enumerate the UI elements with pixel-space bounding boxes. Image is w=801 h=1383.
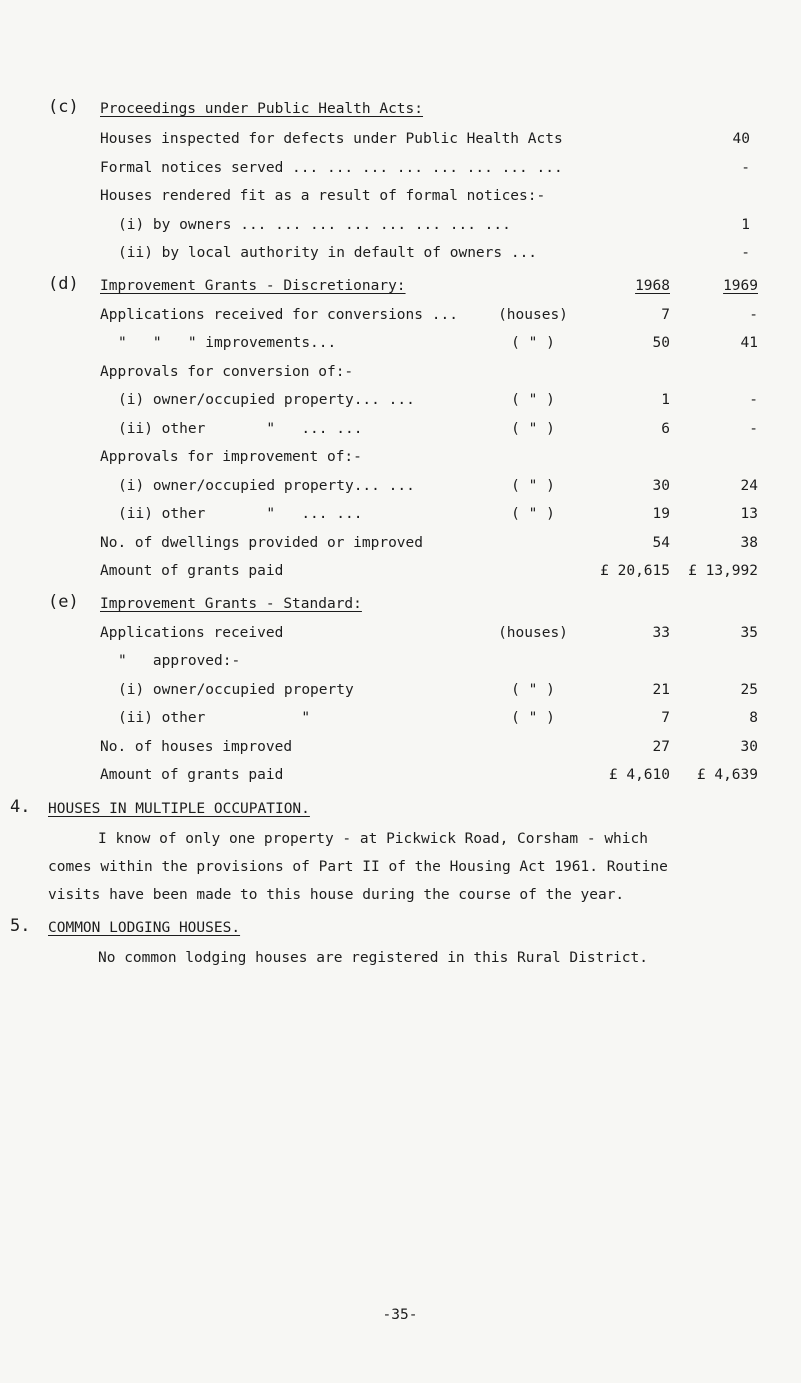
value-1969: - bbox=[749, 421, 758, 437]
row-unit: ( " ) bbox=[511, 335, 555, 351]
row-value: - bbox=[741, 245, 750, 261]
value-1969: £ 13,992 bbox=[688, 563, 758, 579]
row-unit: ( " ) bbox=[511, 506, 555, 522]
row-value: 40 bbox=[732, 131, 750, 147]
row-unit: ( " ) bbox=[511, 421, 555, 437]
value-1968: 6 bbox=[661, 421, 670, 437]
value-1968: 1 bbox=[661, 392, 670, 408]
value-1968: £ 20,615 bbox=[600, 563, 670, 579]
value-1969: £ 4,639 bbox=[696, 767, 758, 783]
paragraph-line: No common lodging houses are registered in this Rural District. bbox=[98, 950, 648, 966]
section-d-heading: Improvement Grants - Discretionary: bbox=[100, 278, 406, 294]
row-label: Applications received bbox=[100, 625, 284, 641]
page-number: -35- bbox=[382, 1307, 418, 1323]
section-5-heading: COMMON LODGING HOUSES. bbox=[48, 920, 241, 936]
value-1969: 38 bbox=[740, 535, 758, 551]
value-1968: 54 bbox=[652, 535, 670, 551]
value-1968: 21 bbox=[652, 682, 670, 698]
row-unit: (houses) bbox=[498, 307, 568, 323]
column-header-1968: 1968 bbox=[635, 278, 670, 294]
row-label: Approvals for improvement of:- bbox=[100, 449, 362, 465]
section-4-heading: HOUSES IN MULTIPLE OCCUPATION. bbox=[48, 801, 310, 817]
row-label: Applications received for conversions ... bbox=[100, 307, 458, 323]
row-value: 1 bbox=[741, 217, 750, 233]
row-label: (i) owner/occupied property bbox=[118, 682, 354, 698]
value-1969: 41 bbox=[740, 335, 758, 351]
value-1968: 50 bbox=[652, 335, 670, 351]
section-e-label: (e) bbox=[48, 592, 79, 612]
section-4-number: 4. bbox=[10, 797, 31, 817]
row-label: (i) owner/occupied property... ... bbox=[118, 478, 415, 494]
section-c-heading: Proceedings under Public Health Acts: bbox=[100, 101, 424, 117]
row-label: (i) by owners ... ... ... ... ... ... ... ... bbox=[118, 217, 511, 233]
row-unit: ( " ) bbox=[511, 478, 555, 494]
row-unit: ( " ) bbox=[511, 682, 555, 698]
row-unit: ( " ) bbox=[511, 392, 555, 408]
value-1968: 33 bbox=[652, 625, 670, 641]
value-1969: 24 bbox=[740, 478, 758, 494]
row-label: Houses inspected for defects under Public Health Acts bbox=[100, 131, 563, 147]
row-label: Formal notices served ... ... ... ... ... ... ... ... bbox=[100, 160, 563, 176]
row-label: " approved:- bbox=[118, 653, 241, 669]
value-1968: 7 bbox=[661, 307, 670, 323]
row-value: - bbox=[741, 160, 750, 176]
row-label: (ii) other " bbox=[118, 710, 311, 726]
paragraph-line: visits have been made to this house during the course of the year. bbox=[48, 887, 625, 903]
row-label: (i) owner/occupied property... ... bbox=[118, 392, 415, 408]
row-label: (ii) other " ... ... bbox=[118, 506, 363, 522]
row-unit: ( " ) bbox=[511, 710, 555, 726]
row-label: Amount of grants paid bbox=[100, 767, 284, 783]
row-label: No. of dwellings provided or improved bbox=[100, 535, 424, 551]
value-1969: 30 bbox=[740, 739, 758, 755]
value-1968: 7 bbox=[661, 710, 670, 726]
row-label: " " " improvements... bbox=[118, 335, 337, 351]
column-header-1969: 1969 bbox=[723, 278, 758, 294]
value-1969: - bbox=[749, 392, 758, 408]
value-1968: 19 bbox=[652, 506, 670, 522]
value-1968: 30 bbox=[652, 478, 670, 494]
value-1968: 27 bbox=[652, 739, 670, 755]
value-1969: 25 bbox=[740, 682, 758, 698]
row-unit: (houses) bbox=[498, 625, 568, 641]
value-1969: 35 bbox=[740, 625, 758, 641]
paragraph-line: comes within the provisions of Part II of the Housing Act 1961. Routine bbox=[48, 859, 668, 875]
row-label: (ii) other " ... ... bbox=[118, 421, 363, 437]
paragraph-line: I know of only one property - at Pickwick Road, Corsham - which bbox=[98, 831, 648, 847]
row-label: Amount of grants paid bbox=[100, 563, 284, 579]
row-label: Houses rendered fit as a result of formal notices:- bbox=[100, 188, 546, 204]
value-1969: 8 bbox=[749, 710, 758, 726]
row-label: No. of houses improved bbox=[100, 739, 293, 755]
value-1968: £ 4,610 bbox=[608, 767, 670, 783]
section-d-label: (d) bbox=[48, 274, 79, 294]
section-e-heading: Improvement Grants - Standard: bbox=[100, 596, 362, 612]
section-5-number: 5. bbox=[10, 916, 31, 936]
row-label: Approvals for conversion of:- bbox=[100, 364, 354, 380]
value-1969: - bbox=[749, 307, 758, 323]
value-1969: 13 bbox=[740, 506, 758, 522]
section-c-label: (c) bbox=[48, 97, 79, 117]
row-label: (ii) by local authority in default of owners ... bbox=[118, 245, 538, 261]
